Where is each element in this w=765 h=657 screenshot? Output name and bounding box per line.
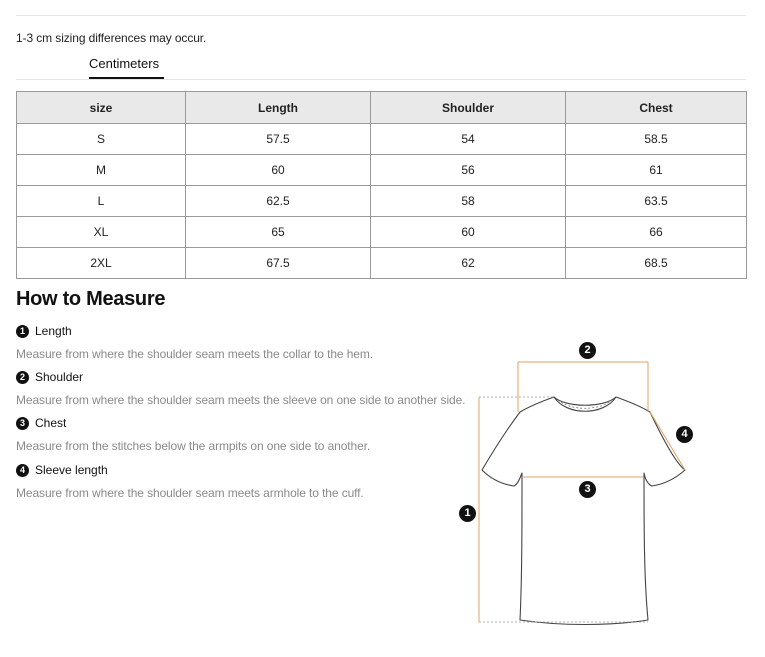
cell-length: 57.5 [186,124,371,155]
cell-shoulder: 54 [371,124,566,155]
measure-description: Measure from where the shoulder seam meets armhole to the cuff. [16,486,364,500]
cell-length: 65 [186,217,371,248]
tshirt-measurement-diagram [464,338,700,633]
number-2-icon: 2 [16,371,29,384]
badge-4-icon: 4 [676,426,693,443]
tshirt-outline [482,397,685,625]
table-row [17,248,747,279]
cell-shoulder: 58 [371,186,566,217]
cell-length: 60 [186,155,371,186]
measure-description: Measure from where the shoulder seam meets the collar to the hem. [16,347,374,361]
number-1-icon: 1 [16,325,29,338]
cell-shoulder: 62 [371,248,566,279]
cell-size: XL [17,217,186,248]
cell-chest: 68.5 [566,248,747,279]
cell-size: L [17,186,186,217]
table-header-row [17,92,747,124]
header-chest: Chest [566,92,747,124]
measure-item-shoulder [16,370,83,384]
tab-centimeters[interactable]: Centimeters [89,56,160,71]
size-chart-table [16,91,747,279]
top-divider [16,15,746,16]
table-row [17,186,747,217]
how-to-measure-heading: How to Measure [16,288,166,310]
number-3-icon: 3 [16,417,29,430]
header-shoulder: Shoulder [371,92,566,124]
measure-label: Sleeve length [35,463,108,477]
cell-chest: 58.5 [566,124,747,155]
number-4-icon: 4 [16,464,29,477]
measure-label: Chest [35,416,67,430]
measure-item-length [16,324,72,338]
cell-chest: 61 [566,155,747,186]
cell-length: 67.5 [186,248,371,279]
measure-label: Length [35,324,72,338]
table-row [17,155,747,186]
cell-size: 2XL [17,248,186,279]
tab-divider [16,79,746,80]
table-row [17,124,747,155]
header-size: size [17,92,186,124]
cell-shoulder: 56 [371,155,566,186]
badge-2-icon: 2 [579,342,596,359]
measure-item-chest [16,416,66,430]
cell-size: S [17,124,186,155]
measure-description: Measure from the stitches below the armpits on one side to another. [16,439,371,453]
cell-shoulder: 60 [371,217,566,248]
measure-label: Shoulder [35,370,84,384]
table-row [17,217,747,248]
collar-outline [554,397,616,411]
measure-item-sleeve-length [16,463,108,477]
cell-length: 62.5 [186,186,371,217]
cell-chest: 66 [566,217,747,248]
cell-size: M [17,155,186,186]
sizing-note: 1-3 cm sizing differences may occur. [16,31,207,45]
cell-chest: 63.5 [566,186,747,217]
badge-1-icon: 1 [459,505,476,522]
measure-description: Measure from where the shoulder seam meets the sleeve on one side to another side. [16,393,466,407]
badge-3-icon: 3 [579,481,596,498]
header-length: Length [186,92,371,124]
